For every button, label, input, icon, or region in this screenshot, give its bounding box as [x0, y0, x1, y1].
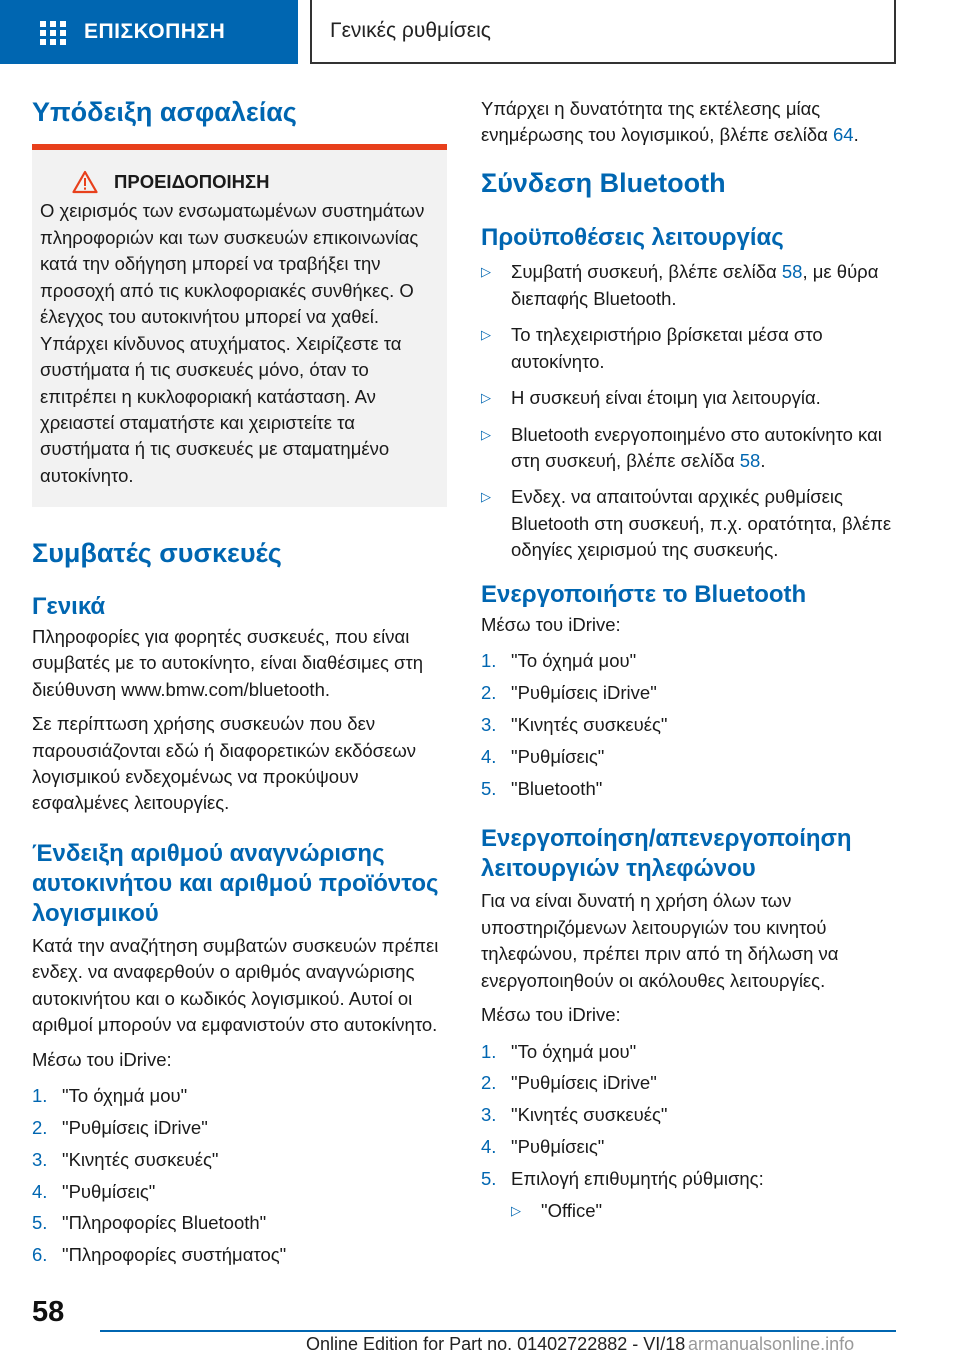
step-text: "Ρυθμίσεις iDrive": [62, 1117, 208, 1139]
prereq-4-text: Bluetooth ενεργοποιημένο στο αυτοκίνητο και στη συσκευή, βλέπε σελίδα: [511, 423, 882, 472]
step-number: 6.: [32, 1244, 48, 1266]
step-text: "Ρυθμίσεις iDrive": [511, 1072, 657, 1094]
update-paragraph: [481, 96, 896, 149]
list-item: [481, 680, 896, 707]
list-item: [481, 1039, 896, 1066]
step-number: 2.: [481, 682, 497, 704]
triangle-bullet-icon: ▷: [511, 1202, 521, 1218]
prereq-5-text: Ενδεχ. να απαιτούνται αρχικές ρυθμίσεις Bluetooth στη συσκευή, π.χ. ορατότητα, βλέπε οδηγίες χειρισμού της συσκευής.: [511, 486, 892, 561]
triangle-bullet-icon: ▷: [481, 264, 491, 280]
step-text: "Κινητές συσκευές": [511, 1104, 668, 1126]
list-item: [481, 744, 896, 771]
warning-body: Ο χειρισμός των ενσωματωμένων συστημάτων πληροφοριών και των συσκευών επικοινωνίας κατά την οδήγηση μπορεί να τραβήξει την προσοχή από τις κυκλοφοριακές συνθήκες. Ο έλεγχος του αυτοκινήτου μπορεί να χαθεί. Υπάρχει κίνδυνος ατυχήματος. Χειρίζεστε τα συστήματα ή τις συσκευές μόνο, όταν το επιτρέπει η κυκλοφοριακή κατάσταση. Αν χρειαστεί σταματήστε και χειριστείτε τα συστήματα ή τις συσκευές με σταματημένο αυτοκίνητο.: [40, 200, 425, 486]
list-item: [481, 385, 896, 411]
prereq-2-text: Το τηλεχειριστήριο βρίσκεται μέσα στο αυτοκίνητο.: [511, 324, 823, 372]
step-text: "Ρυθμίσεις": [62, 1180, 156, 1202]
warning-title: ΠΡΟΕΙΔΟΠΟΙΗΣΗ: [114, 171, 270, 193]
page-58-link[interactable]: 58: [739, 450, 761, 472]
warning-header: [40, 170, 433, 194]
watermark-text: armanualsonline.info: [688, 1334, 855, 1354]
step-number: 5.: [481, 777, 497, 799]
list-item: [481, 776, 896, 803]
update-text: Υπάρχει η δυνατότητα της εκτέλεσης μίας ενημέρωσης του λογισμικού, βλέπε σελίδα: [481, 98, 833, 146]
office-option: "Office": [541, 1199, 603, 1221]
triangle-bullet-icon: ▷: [481, 327, 491, 343]
compatible-devices-title: Συμβατές συσκευές: [32, 538, 282, 569]
step-text: "Κινητές συσκευές": [62, 1148, 219, 1170]
bluetooth-connection-title: Σύνδεση Bluetooth: [481, 167, 726, 198]
update-text-end: .: [853, 124, 859, 146]
general-paragraph-1: Πληροφορίες για φορητές συσκευές, που είναι συμβατές με το αυτοκίνητο, είναι διαθέσιμες στη διεύθυνση www.bmw.com/bluetooth.: [32, 625, 424, 700]
step-number: 4.: [32, 1180, 48, 1202]
general-paragraph-2: Σε περίπτωση χρήσης συσκευών που δεν παρουσιάζονται εδώ ή διαφορετικών εκδόσεων λογισμικού ενδεχομένως να προκύψουν εσφαλμένες λειτουργίες.: [32, 713, 417, 814]
page-64-link[interactable]: 64: [832, 124, 854, 146]
page-number: 58: [32, 1296, 65, 1328]
warning-box: [32, 144, 447, 507]
edition-text: Online Edition for Part no. 01402722882 - VI/18: [306, 1334, 686, 1354]
step-number: 1.: [481, 650, 497, 672]
step-text: Επιλογή επιθυμητής ρύθμισης:: [511, 1167, 764, 1189]
step-text: "Το όχημά μου": [511, 1040, 637, 1062]
step-text: "Κινητές συσκευές": [511, 713, 668, 735]
activate-steps: [481, 648, 896, 802]
step-number: 1.: [481, 1040, 497, 1062]
step-number: 2.: [481, 1072, 497, 1094]
list-item: [481, 648, 896, 675]
list-item: [481, 1070, 896, 1097]
list-item: [481, 1102, 896, 1129]
step-number: 3.: [481, 713, 497, 735]
section-tab-label: Γενικές ρυθμίσεις: [330, 19, 491, 42]
right-column: [481, 96, 896, 1234]
step-number: 5.: [481, 1167, 497, 1189]
list-item: [481, 712, 896, 739]
prerequisites-list: [481, 259, 896, 564]
list-item: [481, 322, 896, 375]
activate-bluetooth-subtitle: Ενεργοποιήστε το Bluetooth: [481, 580, 807, 608]
safety-note-title: Υπόδειξη ασφαλείας: [32, 97, 297, 127]
list-item: [32, 1115, 447, 1142]
step-number: 2.: [32, 1117, 48, 1139]
identification-steps: [32, 1083, 447, 1269]
step-text: "Πληροφορίες συστήματος": [62, 1244, 287, 1266]
step-number: 3.: [32, 1148, 48, 1170]
step-number: 4.: [481, 1136, 497, 1158]
warning-triangle-icon: [72, 170, 98, 194]
list-item: [32, 1210, 447, 1237]
list-item: [32, 1179, 447, 1206]
list-item: [481, 1166, 896, 1193]
list-item: [481, 422, 896, 475]
prerequisites-subtitle: Προϋποθέσεις λειτουργίας: [481, 224, 784, 252]
list-item: [32, 1242, 447, 1269]
page-58-link[interactable]: 58: [781, 261, 803, 283]
step-text: "Ρυθμίσεις iDrive": [511, 682, 657, 704]
triangle-bullet-icon: ▷: [481, 426, 491, 442]
step-text: "Ρυθμίσεις": [511, 1136, 605, 1158]
list-item: [32, 1083, 447, 1110]
prereq-1-text-end: , με θύρα διεπαφής Bluetooth.: [511, 261, 879, 309]
step-text: "Το όχημά μου": [511, 650, 637, 672]
triangle-bullet-icon: ▷: [481, 489, 491, 505]
activate-paragraph: Μέσω του iDrive:: [481, 613, 621, 635]
phone-paragraph-1: Για να είναι δυνατή η χρήση όλων των υποστηριζόμενων λειτουργιών του κινητού τηλεφώνου, πρέπει πριν από τη δήλωση να ενεργοποιηθούν οι ακόλουθες λειτουργίες.: [481, 890, 839, 991]
step-text: "Bluetooth": [511, 777, 603, 799]
list-item-text: [511, 259, 896, 312]
step-number: 5.: [32, 1212, 48, 1234]
list-item: [481, 259, 896, 312]
footer-divider: [100, 1330, 896, 1332]
list-item: [511, 1198, 896, 1224]
phone-steps: [481, 1039, 896, 1193]
list-item: [481, 484, 896, 563]
prereq-1-text: Συμβατή συσκευή, βλέπε σελίδα: [511, 261, 782, 283]
step-number: 1.: [32, 1085, 48, 1107]
prereq-3-text: Η συσκευή είναι έτοιμη για λειτουργία.: [511, 387, 821, 409]
general-subtitle: Γενικά: [32, 592, 106, 620]
list-item-text: [511, 422, 896, 475]
phone-functions-subtitle: Ενεργοποίηση/απενεργοποίηση λειτουργιών τηλεφώνου: [481, 825, 852, 883]
step-number: 3.: [481, 1104, 497, 1126]
identification-paragraph-2: Μέσω του iDrive:: [32, 1048, 172, 1070]
section-tab[interactable]: [310, 0, 896, 64]
step-number: 4.: [481, 745, 497, 767]
page-header: [0, 0, 960, 66]
step-text: "Πληροφορίες Bluetooth": [62, 1212, 267, 1234]
identification-paragraph-1: Κατά την αναζήτηση συμβατών συσκευών πρέπει ενδεχ. να αναφερθούν ο αριθμός αναγνώρισης αυτοκινήτου και ο κωδικός λογισμικού. Αυτοί οι αριθμοί μπορούν να εμφανιστούν στο αυτοκίνητο.: [32, 934, 439, 1036]
left-column: [32, 96, 447, 1274]
phone-paragraph-2: Μέσω του iDrive:: [481, 1004, 621, 1026]
list-item: [32, 1147, 447, 1174]
grid-menu-icon: [40, 21, 66, 43]
prereq-4-text-end: .: [760, 450, 766, 472]
list-item: [481, 1134, 896, 1161]
overview-nav-label: ΕΠΙΣΚΟΠΗΣΗ: [84, 20, 226, 43]
triangle-bullet-icon: ▷: [481, 390, 491, 406]
overview-nav-tab[interactable]: [0, 0, 298, 64]
step-text: "Ρυθμίσεις": [511, 745, 605, 767]
identification-subtitle: Ένδειξη αριθμού αναγνώρισης αυτοκινήτου και αριθμού προϊόντος λογισμικού: [32, 839, 439, 927]
step-text: "Το όχημά μου": [62, 1085, 188, 1107]
phone-sub-options: [511, 1198, 896, 1224]
